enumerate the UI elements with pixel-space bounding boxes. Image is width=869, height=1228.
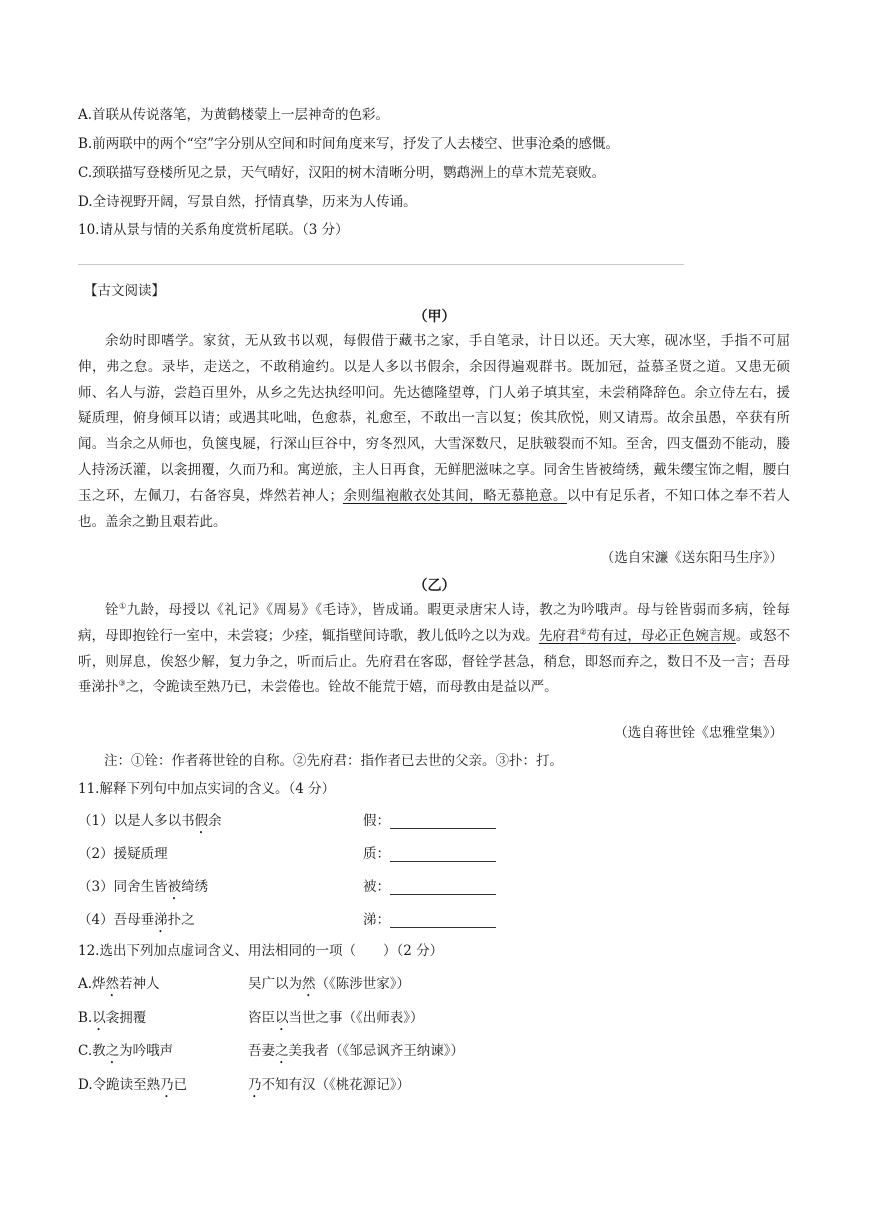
jia-text-before: 余幼时即嗜学。家贫，无从致书以观，每假借于藏书之家，手自笔录，计日以还。天大寒，砚冰坚，手指不可屈伸，弗之怠。录毕，走送之，不敢稍逾约。以是人多以书假余，余因得遍观群书。既加冠，益慕圣贤之道。又患无硕师、名人与游，尝趋百里外，从乡之先达执经叩问。先达德隆望尊，门人弟子填其室，未尝稍降辞色。余立侍左右，援疑质理，俯身倾耳以请；或遇其叱咄，色愈恭，礼愈至，不敢出一言以复；俟其欣悦，则又请焉。故余虽愚，卒获有所闻。当余之从师也，负箧曳屣，行深山巨谷中，穷冬烈风，大雪深数尺，足肤皲裂而不知。至舍，四支僵劲不能动，媵人持汤沃灌，以衾拥覆，久而乃和。寓逆旅，主人日再食，无鲜肥滋味之享。同舍生皆被绮绣，戴朱缨宝饰之帽，腰白玉之环，左佩刀，右备容臭，烨然若神人； [78, 333, 790, 504]
q11-4-label: 涕： [363, 912, 390, 928]
yi-underlined-sentence [539, 628, 736, 644]
yi-text-4: 之，令跪读至熟乃已，未尝倦也。铨故不能荒于嬉，而母教由是益以严。 [125, 679, 558, 696]
q12-d-post: 已 [173, 1077, 188, 1093]
q12-b-ex-post: 当世之事（《出师表》） [288, 1010, 424, 1026]
q12-b-dotted-word: 以 [92, 1010, 106, 1026]
q12-a-ex-pre: 吴广以为 [248, 976, 302, 992]
q12-option-c-example [248, 1039, 464, 1067]
q11-answer-3 [363, 875, 496, 895]
q12-d-ex-dotted: 乃 [248, 1077, 262, 1093]
q12-c-pre: C.教 [78, 1043, 106, 1059]
q9-option-a: A.首联从传说落笔，为黄鹤楼蒙上一层神奇的色彩。 [78, 107, 390, 123]
footnote-mark-2: ② [579, 627, 587, 637]
q11-2-label: 质： [363, 846, 390, 862]
passage-yi [78, 598, 790, 701]
yi-text-3: 。或怒不听，则屏息，俟怒少解，复力争之，听而后止。先府君在客邸，督铨学甚急，稍怠，即怒而弃之，数日不及一言；吾母垂涕扑 [78, 627, 791, 696]
section-title: 【古文阅读】 [84, 283, 165, 299]
q12-option-a [78, 972, 160, 1000]
q11-item-3 [78, 875, 208, 903]
q11-2-pre: （2）援疑质理 [78, 846, 168, 862]
q11-item-2 [78, 842, 168, 870]
q9-option-c: C.颈联描写登楼所见之景，天气晴好，汉阳的树木清晰分明，鹦鹉洲上的草木荒芜衰败。 [78, 165, 606, 181]
q11-4-dotted-word: 涕 [154, 912, 168, 928]
q11-3-dotted-word: 被 [167, 879, 182, 895]
answer-blank[interactable] [390, 912, 496, 928]
q11-1-dotted-word: 假 [194, 813, 209, 829]
q12-a-pre: A.烨 [78, 976, 106, 992]
q12-b-ex-pre: 咨臣 [248, 1010, 275, 1026]
q12-c-dotted-word: 之 [105, 1043, 120, 1059]
q12-a-dotted-word: 然 [105, 976, 120, 992]
q12-option-b [78, 1006, 146, 1034]
q11-4-pre: （4）吾母垂 [78, 912, 155, 928]
q12-c-ex-post: 美我者（《邹忌讽齐王纳谏》） [288, 1043, 464, 1059]
answer-line [78, 264, 684, 265]
q12-a-ex-post: （《陈涉世家》） [315, 976, 410, 992]
q11-answer-2 [363, 842, 496, 862]
yi-text-2: 九龄，母授以《礼记》《周易》《毛诗》，皆成诵。暇更录唐宋人诗，教之为吟哦声。母与铨皆弱而多病，铨每病，母即抱铨行一室中，未尝寝；少痊，辄指壁间诗歌，教儿低吟之以为戏。 [78, 602, 791, 644]
q12-a-post: 若神人 [119, 976, 160, 992]
answer-blank[interactable] [390, 846, 496, 862]
passage-jia [78, 329, 790, 535]
q12-c-post: 为吟哦声 [119, 1043, 174, 1059]
answer-blank[interactable] [390, 879, 496, 895]
q12-b-post: 衾拥覆 [105, 1010, 147, 1026]
q11-1-pre: （1）以是人多以书 [78, 813, 195, 829]
yi-underline-1: 先府君 [538, 627, 580, 644]
q11-1-post: 余 [208, 813, 222, 829]
q12-c-ex-dotted: 之 [275, 1043, 289, 1059]
footnote-mark-3: ③ [118, 678, 126, 688]
q12-b-pre: B. [78, 1010, 93, 1026]
q11-3-pre: （3）同舍生皆 [78, 879, 168, 895]
q12-d-dotted-word: 乃 [160, 1077, 174, 1093]
q12-option-c [78, 1039, 173, 1067]
annotation-note: 注：①铨：作者蒋世铨的自称。②先府君：指作者已去世的父亲。③扑：打。 [104, 753, 563, 769]
q11-1-label: 假： [363, 813, 390, 829]
q11-answer-1 [363, 809, 496, 829]
q9-option-d: D.全诗视野开阔，写景自然，抒情真挚，历来为人传诵。 [78, 194, 417, 210]
q12-d-pre: D.令跪读至熟 [78, 1077, 161, 1093]
q12-option-d-example [248, 1073, 410, 1101]
q12-c-ex-pre: 吾妻 [248, 1043, 275, 1059]
q11-item-4 [78, 908, 195, 936]
jia-source: （选自宋濂《送东阳马生序》） [600, 550, 783, 566]
q11-item-1 [78, 809, 222, 837]
q11-4-post: 扑之 [167, 912, 195, 928]
yi-underline-2: 苟有过，母必正色婉言规 [586, 627, 736, 644]
q11-answer-4 [363, 908, 496, 928]
question-10: 10.请从景与情的关系角度赏析尾联。（3 分） [78, 222, 349, 238]
q11-3-label: 被： [363, 879, 390, 895]
q12-option-d [78, 1073, 187, 1101]
q11-3-post: 绮绣 [181, 879, 209, 895]
yi-source: （选自蒋世铨《忠雅堂集》） [614, 725, 783, 741]
question-12-title: 12.选出下列加点虚词含义、用法相同的一项（ ）（2 分） [78, 943, 444, 959]
q12-b-ex-dotted: 以 [275, 1010, 289, 1026]
jia-underlined-sentence: 余则缊袍敝衣处其间，略无慕艳意。 [342, 487, 567, 504]
passage-yi-label: （乙） [413, 578, 456, 594]
jia-text-after: 以中有足乐者，不知口体之奉不若人也。盖余之勤且艰若此。 [78, 487, 791, 530]
passage-jia-label: （甲） [413, 309, 456, 325]
q9-option-b: B.前两联中的两个“空”字分别从空间和时间角度来写，抒发了人去楼空、世事沧桑的感慨。 [78, 136, 620, 152]
q12-a-ex-dotted: 然 [302, 976, 316, 992]
q12-option-a-example [248, 972, 410, 1000]
answer-blank[interactable] [390, 813, 496, 829]
question-11-title: 11.解释下列句中加点实词的含义。（4 分） [78, 781, 336, 797]
q12-option-b-example [248, 1006, 424, 1034]
footnote-mark-1: ① [118, 601, 127, 611]
yi-text-1: 铨 [105, 602, 119, 618]
q12-d-ex-post: 不知有汉（《桃花源记》） [261, 1077, 410, 1093]
